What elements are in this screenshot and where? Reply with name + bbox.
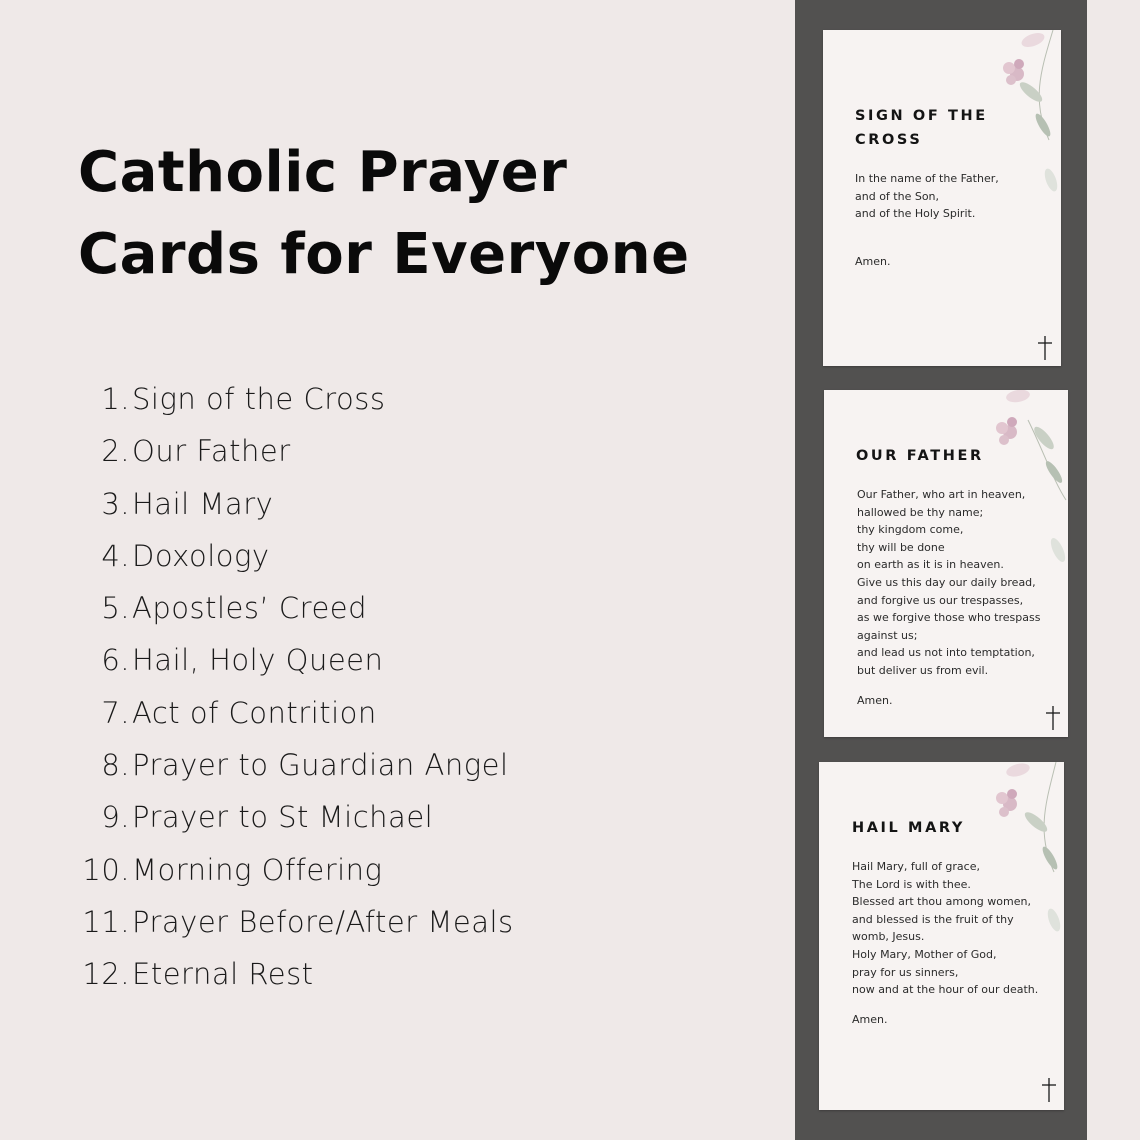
page-title-line-2: Cards for Everyone bbox=[78, 222, 690, 287]
list-number: 2. bbox=[101, 434, 130, 469]
card-line: Hail Mary, full of grace, bbox=[852, 860, 980, 873]
list-number: 5. bbox=[101, 591, 130, 626]
card-line: The Lord is with thee. bbox=[852, 877, 971, 891]
list-item bbox=[80, 425, 514, 477]
card-line: but deliver us from evil. bbox=[857, 663, 989, 677]
list-item bbox=[80, 373, 514, 425]
list-number: 9. bbox=[101, 800, 130, 835]
card-line: womb, Jesus. bbox=[852, 930, 925, 944]
list-label: Prayer Before/After Meals bbox=[132, 904, 514, 939]
card-line: and forgive us our trespasses, bbox=[857, 593, 1024, 607]
card-body bbox=[857, 486, 1040, 680]
card-line: on earth as it is in heaven. bbox=[857, 558, 1004, 572]
card-title: SIGN OF THE CROSS bbox=[855, 108, 988, 148]
page-title bbox=[78, 132, 758, 296]
card-title: OUR FATHER bbox=[856, 448, 984, 464]
list-number: 8. bbox=[101, 748, 130, 783]
page-title-line-1: Catholic Prayer bbox=[78, 140, 568, 205]
list-item bbox=[80, 687, 514, 739]
list-item bbox=[80, 844, 514, 896]
list-number: 1. bbox=[101, 382, 130, 416]
prayer-card-hail-mary bbox=[819, 762, 1064, 1110]
list-number: 4. bbox=[101, 538, 130, 573]
card-line: thy kingdom come, bbox=[857, 523, 964, 537]
card-line: against us; bbox=[857, 628, 918, 642]
prayer-list bbox=[80, 373, 514, 1001]
list-number: 3. bbox=[101, 486, 130, 521]
list-number: 12. bbox=[82, 957, 130, 992]
card-title: HAIL MARY bbox=[852, 820, 965, 836]
card-line: In the name of the Father, bbox=[855, 172, 999, 185]
card-line: Holy Mary, Mother of God, bbox=[852, 947, 997, 961]
card-line: Blessed art thou among women, bbox=[852, 895, 1031, 909]
list-label: Our Father bbox=[132, 434, 291, 469]
card-line: Give us this day our daily bread, bbox=[857, 575, 1036, 589]
list-label: Prayer to Guardian Angel bbox=[132, 748, 509, 783]
card-line: as we forgive those who trespass bbox=[857, 611, 1041, 625]
list-item bbox=[80, 791, 514, 843]
card-body bbox=[852, 858, 1038, 999]
card-line: thy will be done bbox=[857, 540, 945, 554]
card-line: Our Father, who art in heaven, bbox=[857, 488, 1026, 501]
list-item bbox=[80, 582, 514, 634]
list-item bbox=[80, 896, 514, 948]
cross-icon bbox=[1045, 706, 1061, 730]
cross-icon bbox=[1041, 1078, 1057, 1102]
card-line: now and at the hour of our death. bbox=[852, 983, 1039, 997]
list-label: Prayer to St Michael bbox=[132, 800, 434, 835]
list-label: Morning Offering bbox=[132, 852, 383, 887]
list-item bbox=[80, 948, 514, 1000]
list-label: Doxology bbox=[132, 538, 270, 573]
list-label: Apostles’ Creed bbox=[132, 591, 368, 626]
card-amen: Amen. bbox=[852, 1013, 888, 1026]
card-line: hallowed be thy name; bbox=[857, 505, 984, 519]
list-label: Eternal Rest bbox=[132, 957, 314, 992]
prayer-card-sign-of-the-cross bbox=[823, 30, 1061, 366]
card-line: and blessed is the fruit of thy bbox=[852, 912, 1014, 926]
list-number: 7. bbox=[101, 695, 130, 730]
list-item bbox=[80, 530, 514, 582]
card-amen: Amen. bbox=[855, 255, 891, 268]
list-label: Sign of the Cross bbox=[132, 382, 386, 416]
prayer-card-our-father bbox=[824, 390, 1068, 737]
card-line: and of the Son, bbox=[855, 189, 940, 203]
card-amen: Amen. bbox=[857, 694, 893, 707]
card-line: and lead us not into temptation, bbox=[857, 646, 1035, 660]
list-item bbox=[80, 478, 514, 530]
cross-icon bbox=[1037, 336, 1053, 360]
card-body bbox=[855, 170, 999, 223]
list-number: 6. bbox=[101, 643, 130, 678]
list-item bbox=[80, 739, 514, 791]
list-label: Hail Mary bbox=[132, 486, 274, 521]
list-label: Hail, Holy Queen bbox=[132, 643, 384, 678]
list-number: 10. bbox=[82, 852, 130, 887]
list-label: Act of Contrition bbox=[132, 695, 377, 730]
list-item bbox=[80, 634, 514, 686]
list-number: 11. bbox=[82, 904, 130, 939]
card-line: and of the Holy Spirit. bbox=[855, 207, 976, 221]
card-line: pray for us sinners, bbox=[852, 965, 959, 979]
